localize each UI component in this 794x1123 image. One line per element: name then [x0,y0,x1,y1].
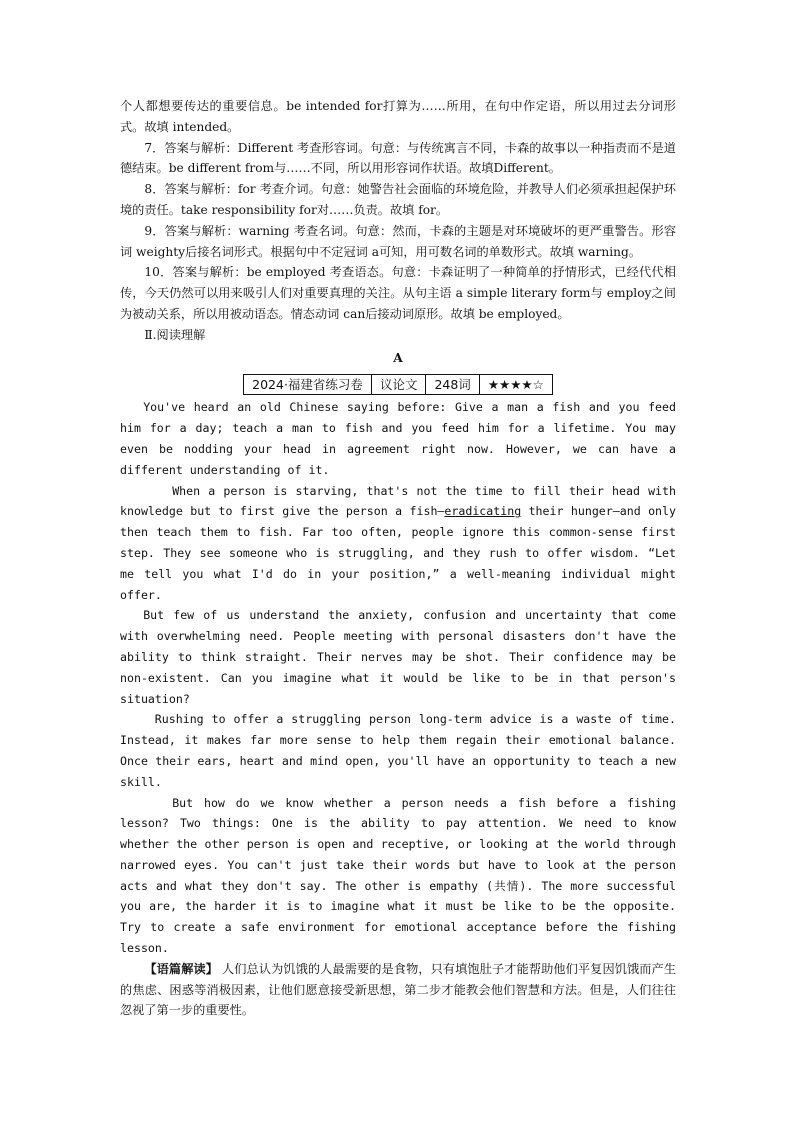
passage-paragraph-3: But few of us understand the anxiety, confusion and uncertainty that come with overwhelming need. People meeting with personal disasters don't have the ability to think straight. Their nerves may be shot. Their confidence may be non-existent. Can you imagine what it would be like to be in that person's situation? [120,608,676,706]
page-content [120,96,676,1021]
reading-note [120,959,676,1021]
meta-words: 248词 [426,375,479,395]
reading-note-text: 人们总认为饥饿的人最需要的是食物，只有填饱肚子才能帮助他们平复因饥饿而产生的焦虑、困惑等消极因素，让他们愿意接受新思想，第二步才能教会他们智慧和方法。但是，人们往往忽视了第一步的重要性。 [120,961,677,1018]
paragraph-2-part-b: their hunger—and only then teach them to fish. Far too often, people ignore this common-sense first step. They see someone who is struggling, and they rush to offer wisdom. “Let me tell you what I'd do in your position,” a well-meaning individual might offer. [120,504,676,602]
answer-8: 8．答案与解析：for 考查介词。句意：她警告社会面临的环境危险，并教导人们必须承担起保护环境的责任。take responsibility for对……负责。故填 for。 [120,182,676,217]
meta-genre: 议论文 [371,375,426,395]
meta-difficulty: ★★★★☆ [479,375,552,395]
passage-paragraph-4: Rushing to offer a struggling person long-term advice is a waste of time. Instead, it makes far more sense to help them regain their emotional balance. Once their ears, heart and mind open, you'll have an opportunity to teach a new skill. [120,712,676,789]
passage-paragraph-1: You've heard an old Chinese saying before: Give a man a fish and you feed him for a day; teach a man to fish and you feed him for a lifetime. You may even be nodding your head in agreement right now. However, we can have a different understanding of it. [120,400,676,477]
paragraph-2-part-a: When a person is starving, that's not the time to fill their head with knowledge but to first give the person a fish— [120,483,676,519]
meta-source: 2024·福建省练习卷 [244,375,372,395]
passage-paragraph-2 [120,481,676,606]
answer-10: 10．答案与解析：be employed 考查语态。句意：卡森证明了一种简单的抒情形式，已经代代相传，今天仍然可以用来吸引人们对重要真理的关注。从句主语 a simple literary form与 employ之间为被动关系，所以用被动语态。情态动词 can后接动词原形。故填 be employed。 [120,265,676,321]
passage-label: A [393,350,403,365]
section-title: Ⅱ.阅读理解 [144,327,206,342]
reading-note-label: 【语篇解读】 [144,961,219,976]
passage-meta-table [243,374,553,395]
underlined-word: eradicating [444,504,522,519]
answer-7: 7．答案与解析：Different 考查形容词。句意：与传统寓言不同，卡森的故事以一种指责而不是道德结束。be different from与……不同，所以用形容词作状语。故填Different。 [120,140,676,176]
answer-continuation: 个人都想要传达的重要信息。be intended for打算为……所用，在句中作定语，所以用过去分词形式。故填 intended。 [120,99,676,134]
answer-9: 9．答案与解析：warning 考查名词。句意：然而，卡森的主题是对环境破坏的更严重警告。形容词 weighty后接名词形式。根据句中不定冠词 a可知，用可数名词的单数形式。故填 warning。 [120,223,676,259]
passage-paragraph-5: But how do we know whether a person needs a fish before a fishing lesson? Two things: One is the ability to pay attention. We need to know whether the other person is open and receptive, or looking at the world through narrowed eyes. You can't just take their words but have to look at the person acts and what they don't say. The other is empathy (共情). The more successful you are, the harder it is to imagine what it must be like to be the opposite. Try to create a safe environment for emotional acceptance before the fishing lesson. [120,795,676,956]
